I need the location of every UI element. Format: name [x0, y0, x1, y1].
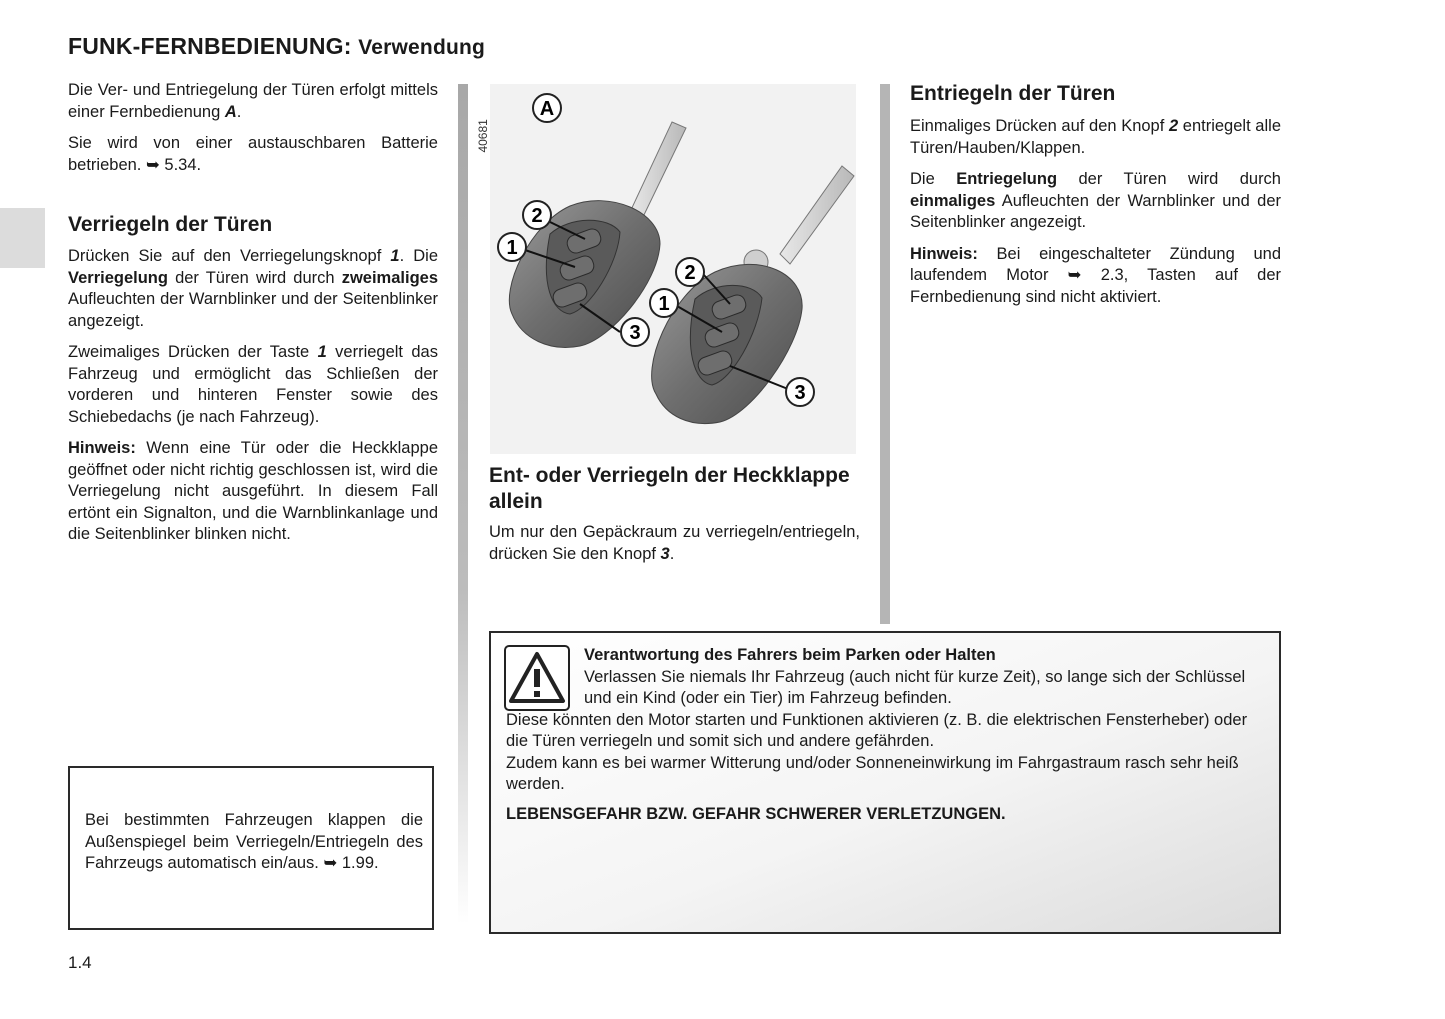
- warning-paragraph-3: Zudem kann es bei warmer Witterung und/oder Sonneneinwirkung im Fahrgastraum rasch sehr heiß werden.: [506, 753, 1239, 793]
- svg-text:A: A: [539, 98, 555, 120]
- remote-key-illustration: [475, 84, 856, 454]
- remote-ref-a: A: [224, 102, 237, 121]
- mirror-note-text: Bei bestimmten Fahrzeugen klappen die Außenspiegel beim Verriegeln/Entriegeln des Fahrzeugs automatisch ein/aus. ➥ 1.99.: [85, 811, 423, 872]
- page-title: [68, 33, 485, 60]
- svg-text:2: 2: [531, 205, 543, 227]
- svg-text:3: 3: [629, 322, 641, 344]
- column-separator-left: [458, 84, 468, 924]
- key-fob-drawing: [475, 84, 856, 454]
- tailgate-section: [489, 522, 860, 575]
- page-title-main: FUNK-FERNBEDIENUNG:: [68, 33, 352, 59]
- label-a-circle: [533, 94, 561, 122]
- intro-paragraph-2: Sie wird von einer austauschbaren Batterie betrieben. ➥ 5.34.: [68, 134, 438, 174]
- unlock-paragraph-1: Einmaliges Drücken auf den Knopf 2 entriegelt alle Türen/Hauben/Klappen.: [910, 117, 1281, 157]
- chapter-tab: [0, 208, 45, 268]
- svg-text:2: 2: [684, 262, 696, 284]
- mirror-note-box: [68, 766, 434, 930]
- intro-paragraph-1: Die Ver- und Entriegelung der Türen erfolgt mittels einer Fernbedienung A.: [68, 81, 438, 121]
- tailgate-paragraph: Um nur den Gepäckraum zu verriegeln/entriegeln, drücken Sie den Knopf 3.: [489, 523, 860, 563]
- unlock-note: Hinweis: Bei eingeschalteter Zündung und laufendem Motor ➥ 2.3, Tasten auf der Fernbedienung sind nicht aktiviert.: [910, 244, 1281, 306]
- svg-text:3: 3: [794, 382, 806, 404]
- warning-final: LEBENSGEFAHR BZW. GEFAHR SCHWERER VERLETZUNGEN.: [506, 805, 1006, 823]
- page-number: 1.4: [68, 953, 92, 972]
- svg-text:1: 1: [658, 293, 670, 315]
- illustration-ref-code: 40681: [475, 119, 490, 153]
- warning-paragraph-1: Verlassen Sie niemals Ihr Fahrzeug (auch nicht für kurze Zeit), so lange sich der Schlüssel und ein Kind (oder ein Tier) im Fahrzeug befinden.: [584, 667, 1246, 707]
- svg-text:1: 1: [506, 237, 518, 259]
- arrow-ref-icon: ➥: [323, 854, 338, 872]
- key-fob-right: [652, 166, 854, 424]
- note-label: Hinweis:: [910, 244, 978, 263]
- unlock-paragraph-2: Die Entriegelung der Türen wird durch einmaliges Aufleuchten der Warnblinker und der Seitenblinker angezeigt.: [910, 170, 1281, 231]
- lock-paragraph-2: Zweimaliges Drücken der Taste 1 verriegelt das Fahrzeug und ermöglicht das Schließen der vorderen und hinteren Fenster sowie des Schiebedachs (je nach Fahrzeug).: [68, 343, 438, 426]
- column-separator-right: [880, 84, 890, 624]
- lock-section: [68, 246, 438, 556]
- lock-note: Hinweis: Wenn eine Tür oder die Heckklappe geöffnet oder nicht richtig geschlossen ist, wird die Verriegelung nicht ausgeführt. In diesem Fall ertönt ein Signalton, und die Warnblinkanlage und die Seitenblinker blinken nicht.: [68, 439, 438, 543]
- unlock-section: [910, 116, 1281, 318]
- warning-heading: Verantwortung des Fahrers beim Parken oder Halten: [584, 646, 996, 664]
- warning-paragraph-2: Diese könnten den Motor starten und Funktionen aktivieren (z. B. die elektrischen Fensterheber) oder die Türen verriegeln und somit sich und andere gefährden.: [506, 710, 1248, 750]
- arrow-ref-icon: ➥: [1067, 266, 1082, 284]
- intro-section: [68, 80, 438, 186]
- unlock-heading: Entriegeln der Türen: [910, 82, 1116, 105]
- lock-paragraph-1: Drücken Sie auf den Verriegelungsknopf 1. Die Verriegelung der Türen wird durch zweimaliges Aufleuchten der Warnblinker und der Seitenblinker angezeigt.: [68, 247, 438, 330]
- lock-heading: Verriegeln der Türen: [68, 213, 273, 236]
- warning-box: [489, 631, 1281, 934]
- note-label: Hinweis:: [68, 439, 136, 457]
- page-title-sub: Verwendung: [358, 36, 486, 59]
- tailgate-heading: Ent- oder Verriegeln der Heckklappe allein: [489, 464, 850, 513]
- warning-text: [506, 645, 1268, 796]
- arrow-ref-icon: ➥: [145, 155, 160, 174]
